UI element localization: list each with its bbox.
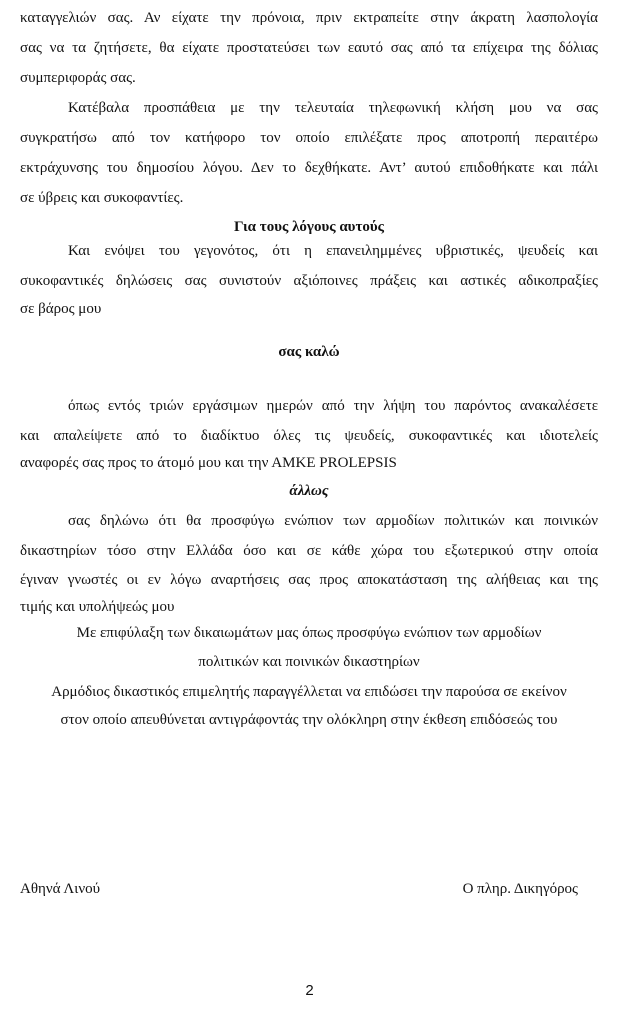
paragraph-line: σας να τα ζητήσετε, θα είχατε προστατεύσει των εαυτό σας από τα επίχειρα της δόλιας (20, 40, 598, 56)
paragraph-line: όπως εντός τριών εργάσιμων ημερών από την λήψη του παρόντος ανακαλέσετε (68, 398, 598, 414)
paragraph-line: αναφορές σας προς το άτομό μου και την ΑΜΚΕ PROLEPSIS (20, 455, 397, 471)
paragraph-line: Με επιφύλαξη των δικαιωμάτων μας όπως προσφύγω ενώπιον των αρμοδίων (76, 625, 542, 641)
paragraph-line: πολιτικών και ποινικών δικαστηρίων (198, 654, 420, 670)
paragraph-line: συγκρατήσω από τον κατήφορο τον οποίο επιλέξατε προς αποτροπή περαιτέρω (20, 130, 598, 146)
section-heading: Για τους λόγους αυτούς (233, 219, 384, 235)
section-heading: άλλως (289, 483, 329, 499)
paragraph-line: Και ενόψει του γεγονότος, ότι η επανειλημμένες υβριστικές, ψευδείς και (68, 243, 598, 259)
paragraph-line: δικαστηρίων τόσο στην Ελλάδα όσο και σε κάθε χώρα του εξωτερικού στην οποία (20, 543, 598, 559)
paragraph-line: σε βάρος μου (20, 301, 102, 317)
paragraph-line: καταγγελιών σας. Αν είχατε την πρόνοια, πριν εκτραπείτε στην άκρατη λασπολογία (20, 10, 598, 26)
paragraph-line: έγιναν γνωστές οι εν λόγω αναρτήσεις σας προς αποκατάσταση της αλήθειας και της (20, 572, 598, 588)
paragraph-line: συκοφαντικές δηλώσεις σας συνιστούν αξιόποινες πράξεις και αστικές αδικοπραξίες (20, 273, 598, 289)
page-number: 2 (305, 982, 314, 999)
paragraph-line: σε ύβρεις και συκοφαντίες. (20, 190, 184, 206)
paragraph-line: Κατέβαλα προσπάθεια με την τελευταία τηλεφωνική κλήση μου να σας (68, 100, 598, 116)
paragraph-line: τιμής και υπολήψεώς μου (20, 599, 175, 615)
signature-left: Αθηνά Λινού (20, 881, 101, 897)
signature-right: Ο πληρ. Δικηγόρος (462, 881, 578, 897)
paragraph-line: συμπεριφοράς σας. (20, 70, 136, 86)
paragraph-line: εκτράχυνσης του δημοσίου λόγου. Δεν το δεχθήκατε. Αντ’ αυτού επιδοθήκατε και πάλι (20, 160, 598, 176)
paragraph-line: Αρμόδιος δικαστικός επιμελητής παραγγέλλεται να επιδώσει την παρούσα σε εκείνον (51, 684, 567, 700)
section-heading: σας καλώ (278, 344, 340, 360)
paragraph-line: και απαλείψετε από το διαδίκτυο όλες τις ψευδείς, συκοφαντικές και ιδιοτελείς (20, 428, 598, 444)
paragraph-line: στον οποίο απευθύνεται αντιγράφοντάς την ολόκληρη στην έκθεση επιδόσεώς του (60, 712, 558, 728)
paragraph-line: σας δηλώνω ότι θα προσφύγω ενώπιον των αρμοδίων πολιτικών και ποινικών (68, 513, 598, 529)
